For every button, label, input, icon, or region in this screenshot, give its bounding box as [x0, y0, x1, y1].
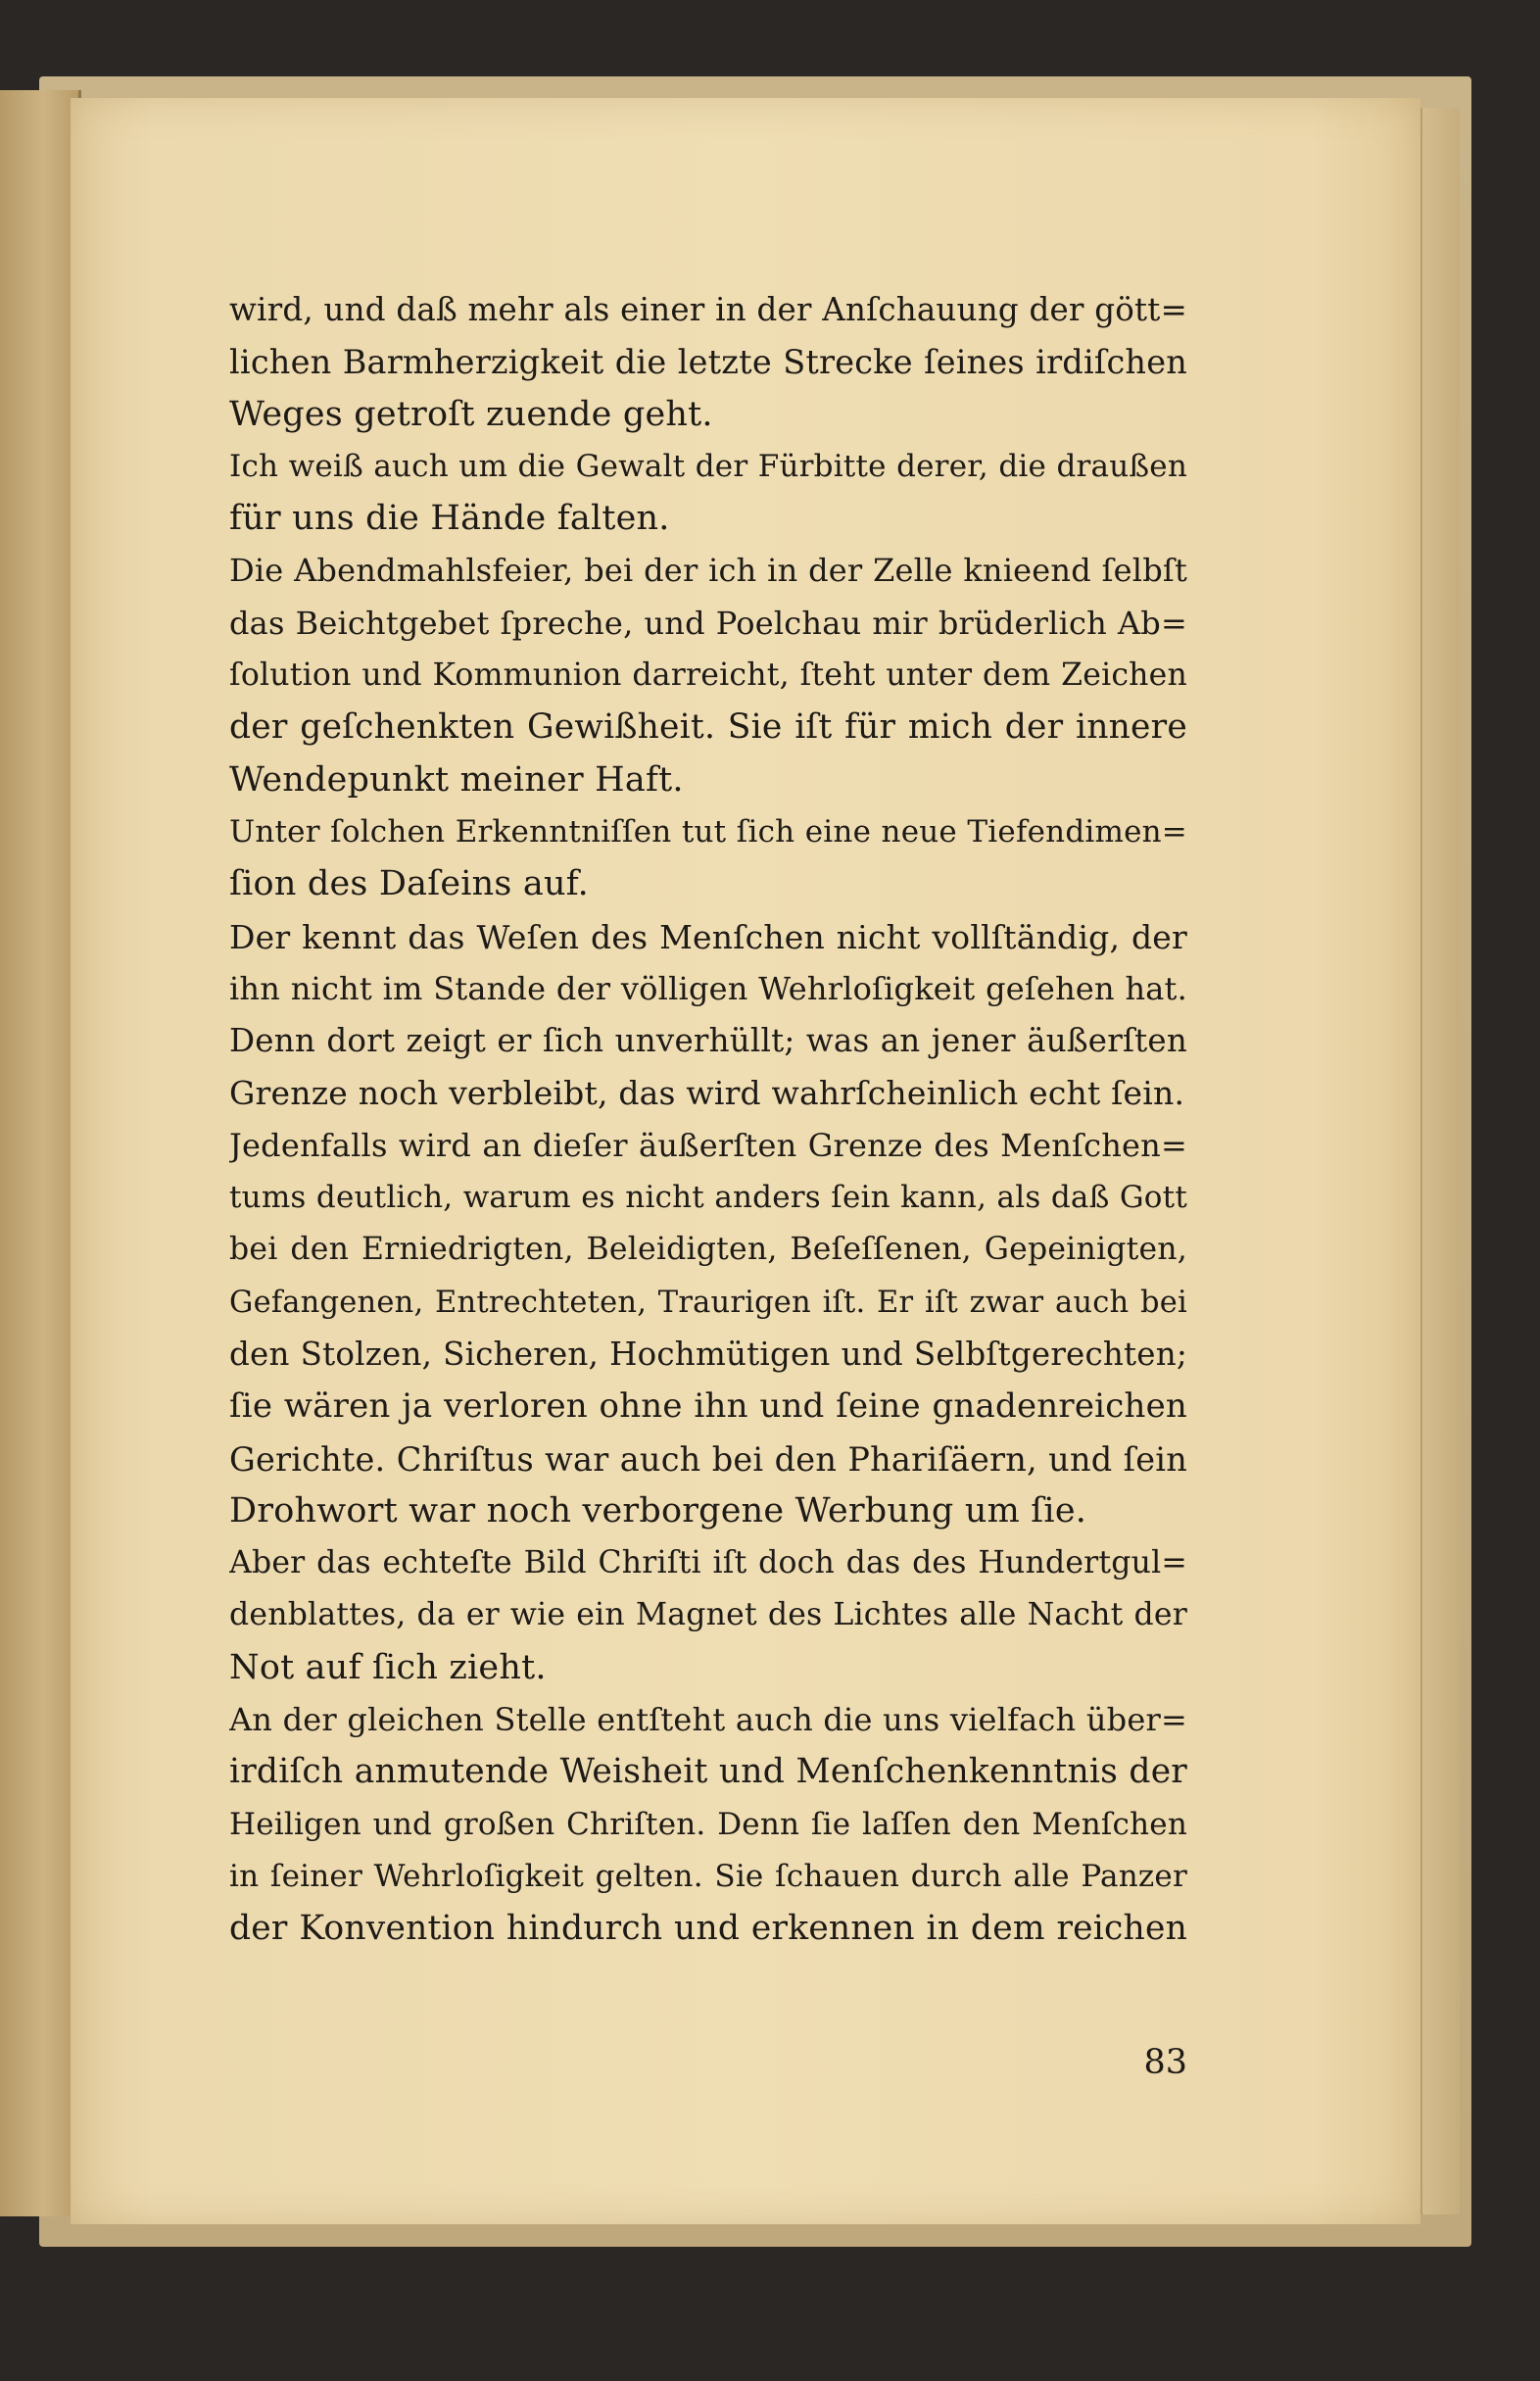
text-line: Gefangenen, Entrechteten, Traurigen iſt. Er iſt zwar auch bei [229, 1285, 1187, 1320]
text-line: Gerichte. Chriſtus war auch bei den Phariſäern, und ſein [229, 1439, 1187, 1479]
text-line: der geſchenkten Gewißheit. Sie iſt für mich der innere [229, 707, 1187, 748]
text-line: tums deutlich, warum es nicht anders ſein kann, als daß Gott [229, 1180, 1187, 1216]
text-line: ihn nicht im Stande der völligen Wehrloſigkeit geſehen hat. [229, 969, 1187, 1007]
text-line: Denn dort zeigt er ſich unverhüllt; was an jener äußerſten [229, 1022, 1187, 1060]
text-line: das Beichtgebet ſpreche, und Poelchau mir brüderlich Ab= [229, 604, 1187, 642]
text-line: ſion des Daſeins auf. [229, 864, 589, 904]
text-line: den Stolzen, Sicheren, Hochmütigen und Selbſtgerechten; [229, 1335, 1187, 1373]
text-line: Der kennt das Weſen des Menſchen nicht vollſtändig, der [229, 917, 1187, 956]
text-line: ſolution und Kommunion darreicht, ſteht unter dem Zeichen [229, 657, 1187, 694]
text-line: Die Abendmahlsfeier, bei der ich in der Zelle knieend ſelbſt [229, 552, 1187, 590]
left-page-edge [0, 90, 81, 2216]
text-line: An der gleichen Stelle entſteht auch die uns vielfach über= [229, 1701, 1187, 1739]
text-line: denblattes, da er wie ein Magnet des Lichtes alle Nacht der [229, 1597, 1187, 1633]
text-line: der Konvention hindurch und erkennen in dem reichen [229, 1909, 1187, 1949]
text-line: Heiligen und großen Chriſten. Denn ſie laſſen den Menſchen [229, 1806, 1187, 1842]
text-line: Ich weiß auch um die Gewalt der Fürbitte derer, die draußen [229, 448, 1187, 484]
text-line: Grenze noch verbleibt, das wird wahrſcheinlich echt ſein. [229, 1074, 1185, 1113]
page-number: 83 [1143, 2043, 1187, 2082]
text-line: Drohwort war noch verborgene Werbung um ſie. [229, 1490, 1087, 1531]
text-line: bei den Erniedrigten, Beleidigten, Beſeſſenen, Gepeinigten, [229, 1232, 1187, 1268]
text-line: lichen Barmherzigkeit die letzte Strecke ſeines irdiſchen [229, 343, 1187, 382]
text-line: Jedenfalls wird an dieſer äußerſten Grenze des Menſchen= [229, 1126, 1187, 1164]
text-line: Weges getroſt zuende geht. [229, 394, 713, 434]
text-line: Unter ſolchen Erkenntniſſen tut ſich eine neue Tiefendimen= [229, 813, 1187, 850]
text-line: irdiſch anmutende Weisheit und Menſchenkenntnis der [229, 1752, 1187, 1792]
text-line: wird, und daß mehr als einer in der Anſchauung der gött= [229, 291, 1187, 328]
text-line: Not auf ſich zieht. [229, 1647, 547, 1687]
body-text [229, 284, 1187, 1956]
text-line: Wendepunkt meiner Haft. [229, 759, 684, 800]
text-line: für uns die Hände falten. [229, 499, 670, 539]
right-page-edge [1420, 108, 1460, 2214]
text-line: in ſeiner Wehrloſigkeit gelten. Sie ſchauen durch alle Panzer [229, 1858, 1187, 1894]
text-line: Aber das echteſte Bild Chriſti iſt doch das des Hundertgul= [229, 1545, 1187, 1581]
text-line: ſie wären ja verloren ohne ihn und ſeine gnadenreichen [229, 1386, 1187, 1427]
